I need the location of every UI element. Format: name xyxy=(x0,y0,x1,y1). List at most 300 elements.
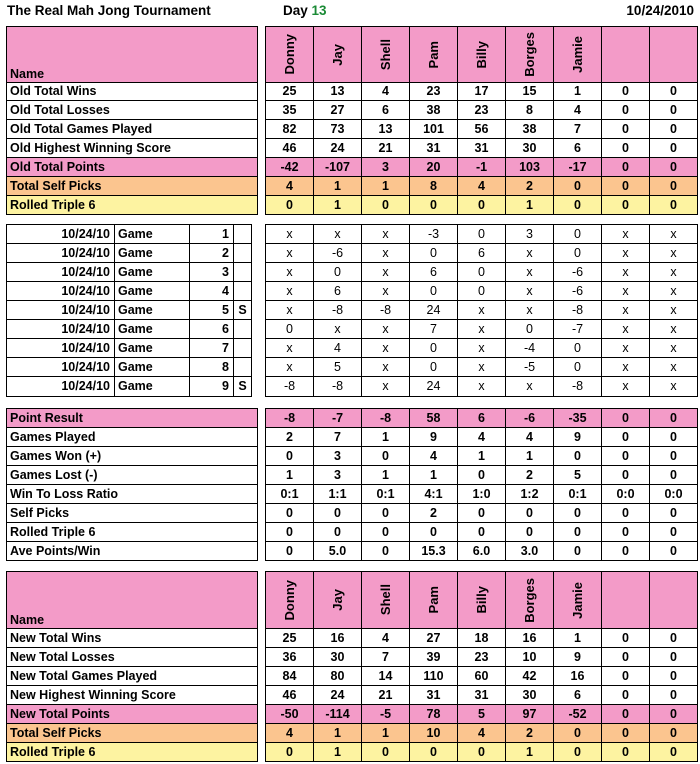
old-stat-value: 0 xyxy=(649,157,698,177)
new-stat-value: 10 xyxy=(505,647,554,667)
game-score: -6 xyxy=(553,262,602,282)
old-stat-value: 8 xyxy=(409,176,458,196)
new-stat-value: 60 xyxy=(457,666,506,686)
game-score: 6 xyxy=(457,243,506,263)
new-stat-value: 0 xyxy=(601,742,650,762)
old-stat-value: 0 xyxy=(553,176,602,196)
new-stat-value: 6 xyxy=(553,685,602,705)
old-stat-value: 8 xyxy=(505,100,554,120)
result-stat-value: 0 xyxy=(313,522,362,542)
old-stat-value: 38 xyxy=(505,119,554,139)
game-score: x xyxy=(265,357,314,377)
game-date: 10/24/10 xyxy=(6,262,115,282)
game-date: 10/24/10 xyxy=(6,319,115,339)
result-stat-value: 0 xyxy=(265,446,314,466)
new-stat-label: New Total Losses xyxy=(6,647,258,667)
player-header-empty-7 xyxy=(601,571,650,629)
old-stat-value: 82 xyxy=(265,119,314,139)
old-stat-value: 30 xyxy=(505,138,554,158)
new-stat-value: 23 xyxy=(457,647,506,667)
name-header: Name xyxy=(6,26,258,83)
game-score: 0 xyxy=(553,224,602,244)
player-header-pam xyxy=(409,571,458,629)
game-score: 6 xyxy=(313,281,362,301)
game-score: x xyxy=(313,224,362,244)
old-stat-value: 21 xyxy=(361,138,410,158)
sheet-title: The Real Mah Jong Tournament xyxy=(7,3,211,18)
player-name: Shell xyxy=(378,38,393,71)
result-stat-value: 1 xyxy=(265,465,314,485)
game-label: Game xyxy=(114,376,190,397)
game-date: 10/24/10 xyxy=(6,281,115,301)
new-stat-value: -114 xyxy=(313,704,362,724)
result-stat-value: 0:1 xyxy=(361,484,410,504)
result-stat-value: 0 xyxy=(601,446,650,466)
player-header-empty-8 xyxy=(649,571,698,629)
result-stat-value: 2 xyxy=(505,465,554,485)
game-label: Game xyxy=(114,319,190,339)
new-stat-value: 39 xyxy=(409,647,458,667)
new-stat-value: 2 xyxy=(505,723,554,743)
new-stat-value: 24 xyxy=(313,685,362,705)
old-stat-value: 0 xyxy=(601,157,650,177)
new-stat-value: 0 xyxy=(457,742,506,762)
game-score: x xyxy=(649,338,698,358)
player-name: Donny xyxy=(282,579,297,621)
old-stat-value: 0 xyxy=(457,195,506,215)
new-stat-value: 18 xyxy=(457,628,506,648)
player-name: Pam xyxy=(426,586,441,614)
old-stat-value: 6 xyxy=(553,138,602,158)
game-score: 0 xyxy=(409,357,458,377)
new-stat-value: 42 xyxy=(505,666,554,686)
new-stat-value: 16 xyxy=(553,666,602,686)
result-stat-value: 0 xyxy=(553,503,602,523)
new-stat-value: 5 xyxy=(457,704,506,724)
game-score: -4 xyxy=(505,338,554,358)
game-score: 0 xyxy=(409,243,458,263)
game-score: -6 xyxy=(553,281,602,301)
new-stat-label: Rolled Triple 6 xyxy=(6,742,258,762)
player-name: Shell xyxy=(378,584,393,616)
old-stat-value: 0 xyxy=(601,176,650,196)
result-stat-value: 0 xyxy=(649,427,698,447)
self-pick-flag: S xyxy=(233,300,252,320)
game-label: Game xyxy=(114,243,190,263)
result-stat-value: 0 xyxy=(457,522,506,542)
new-stat-value: 0 xyxy=(553,742,602,762)
result-stat-label: Games Played xyxy=(6,427,258,447)
result-stat-value: 0 xyxy=(361,522,410,542)
result-stat-label: Ave Points/Win xyxy=(6,541,258,561)
game-score: x xyxy=(457,319,506,339)
old-stat-value: 0 xyxy=(649,82,698,101)
new-stat-value: 0 xyxy=(601,647,650,667)
old-stat-value: 0 xyxy=(601,100,650,120)
game-score: x xyxy=(361,262,410,282)
old-stat-value: 31 xyxy=(409,138,458,158)
result-stat-value: 9 xyxy=(409,427,458,447)
result-stat-value: 1 xyxy=(361,427,410,447)
player-header-billy xyxy=(457,26,506,83)
game-score: x xyxy=(601,300,650,320)
result-stat-value: 2 xyxy=(409,503,458,523)
game-score: x xyxy=(313,319,362,339)
old-stat-value: 35 xyxy=(265,100,314,120)
old-stat-value: 0 xyxy=(601,82,650,101)
game-date: 10/24/10 xyxy=(6,243,115,263)
result-stat-value: 0 xyxy=(601,408,650,428)
game-score: 0 xyxy=(409,281,458,301)
new-stat-value: 10 xyxy=(409,723,458,743)
old-stat-value: 4 xyxy=(265,176,314,196)
new-stat-label: New Total Games Played xyxy=(6,666,258,686)
game-number: 2 xyxy=(189,243,234,263)
game-score: 0 xyxy=(409,338,458,358)
old-stat-value: 15 xyxy=(505,82,554,101)
game-score: x xyxy=(361,243,410,263)
game-score: x xyxy=(649,281,698,301)
new-stat-value: 0 xyxy=(265,742,314,762)
game-score: x xyxy=(361,376,410,397)
old-stat-value: 101 xyxy=(409,119,458,139)
old-stat-value: -107 xyxy=(313,157,362,177)
old-stat-label: Rolled Triple 6 xyxy=(6,195,258,215)
result-stat-value: 1 xyxy=(361,465,410,485)
new-stat-value: 1 xyxy=(313,742,362,762)
result-stat-value: 0 xyxy=(601,465,650,485)
old-stat-label: Old Total Games Played xyxy=(6,119,258,139)
day-label: Day xyxy=(283,3,308,18)
game-score: -8 xyxy=(313,376,362,397)
result-stat-value: 0 xyxy=(601,522,650,542)
old-stat-value: 0 xyxy=(265,195,314,215)
new-stat-value: 97 xyxy=(505,704,554,724)
game-score: -8 xyxy=(553,300,602,320)
game-score: 0 xyxy=(505,319,554,339)
old-stat-value: 27 xyxy=(313,100,362,120)
old-stat-value: 7 xyxy=(553,119,602,139)
result-stat-value: 1:0 xyxy=(457,484,506,504)
new-stat-value: 4 xyxy=(265,723,314,743)
new-stat-value: 9 xyxy=(553,647,602,667)
result-stat-value: 0 xyxy=(361,446,410,466)
new-stat-value: 0 xyxy=(553,723,602,743)
game-score: x xyxy=(265,338,314,358)
player-header-shell xyxy=(361,26,410,83)
result-stat-value: 6 xyxy=(457,408,506,428)
player-name: Billy xyxy=(474,586,489,614)
game-number: 9 xyxy=(189,376,234,397)
game-score: x xyxy=(361,319,410,339)
game-score: 0 xyxy=(457,224,506,244)
player-name: Donny xyxy=(282,34,297,75)
result-stat-value: 0 xyxy=(601,541,650,561)
player-header-donny xyxy=(265,26,314,83)
new-stat-value: 16 xyxy=(505,628,554,648)
game-score: x xyxy=(505,300,554,320)
game-score: -5 xyxy=(505,357,554,377)
old-stat-value: 1 xyxy=(313,176,362,196)
result-stat-label: Self Picks xyxy=(6,503,258,523)
game-date: 10/24/10 xyxy=(6,357,115,377)
player-header-empty-8 xyxy=(649,26,698,83)
game-score: -3 xyxy=(409,224,458,244)
game-score: x xyxy=(265,224,314,244)
old-stat-value: 73 xyxy=(313,119,362,139)
result-stat-value: 0:0 xyxy=(649,484,698,504)
game-score: x xyxy=(601,376,650,397)
result-stat-value: 1 xyxy=(409,465,458,485)
old-stat-value: 31 xyxy=(457,138,506,158)
new-stat-label: New Highest Winning Score xyxy=(6,685,258,705)
game-score: x xyxy=(649,319,698,339)
old-stat-label: Old Total Wins xyxy=(6,82,258,101)
old-stat-label: Old Total Losses xyxy=(6,100,258,120)
game-score: -8 xyxy=(265,376,314,397)
game-number: 7 xyxy=(189,338,234,358)
game-score: x xyxy=(505,281,554,301)
result-stat-value: 4:1 xyxy=(409,484,458,504)
new-stat-value: -52 xyxy=(553,704,602,724)
old-stat-value: 1 xyxy=(553,82,602,101)
result-stat-value: 0 xyxy=(649,522,698,542)
player-header-jay xyxy=(313,571,362,629)
name-header: Name xyxy=(6,571,258,629)
self-pick-flag xyxy=(233,243,252,263)
old-stat-value: 0 xyxy=(601,119,650,139)
new-stat-value: 0 xyxy=(409,742,458,762)
result-stat-value: 0 xyxy=(649,408,698,428)
result-stat-value: 5 xyxy=(553,465,602,485)
new-stat-value: 0 xyxy=(649,685,698,705)
game-score: x xyxy=(457,376,506,397)
game-score: x xyxy=(649,224,698,244)
result-stat-label: Rolled Triple 6 xyxy=(6,522,258,542)
game-number: 1 xyxy=(189,224,234,244)
old-stat-value: 23 xyxy=(409,82,458,101)
old-stat-value: 0 xyxy=(601,195,650,215)
old-stat-value: 2 xyxy=(505,176,554,196)
day-number: 13 xyxy=(311,3,327,18)
old-stat-value: 0 xyxy=(649,119,698,139)
result-stat-value: 0 xyxy=(265,541,314,561)
result-stat-value: 0 xyxy=(553,522,602,542)
player-header-borges xyxy=(505,26,554,83)
new-stat-value: 27 xyxy=(409,628,458,648)
game-score: 0 xyxy=(265,319,314,339)
old-stat-value: 17 xyxy=(457,82,506,101)
result-stat-value: 0:0 xyxy=(601,484,650,504)
result-stat-value: 0 xyxy=(649,465,698,485)
player-header-donny xyxy=(265,571,314,629)
player-header-pam xyxy=(409,26,458,83)
game-score: 0 xyxy=(553,243,602,263)
new-stat-value: 0 xyxy=(601,704,650,724)
new-stat-value: 0 xyxy=(649,666,698,686)
new-stat-value: 110 xyxy=(409,666,458,686)
result-stat-label: Point Result xyxy=(6,408,258,428)
self-pick-flag xyxy=(233,262,252,282)
new-stat-value: 0 xyxy=(649,647,698,667)
game-score: 5 xyxy=(313,357,362,377)
result-stat-value: 0:1 xyxy=(553,484,602,504)
result-stat-value: 5.0 xyxy=(313,541,362,561)
game-date: 10/24/10 xyxy=(6,376,115,397)
player-header-jamie xyxy=(553,571,602,629)
result-stat-value: -35 xyxy=(553,408,602,428)
player-header-empty-7 xyxy=(601,26,650,83)
result-stat-value: 1 xyxy=(457,446,506,466)
game-score: x xyxy=(601,357,650,377)
new-stat-value: 84 xyxy=(265,666,314,686)
new-stat-value: 14 xyxy=(361,666,410,686)
old-stat-value: 0 xyxy=(649,195,698,215)
result-stat-value: 0 xyxy=(457,503,506,523)
new-stat-value: 0 xyxy=(601,723,650,743)
result-stat-value: 0 xyxy=(409,522,458,542)
game-score: x xyxy=(265,262,314,282)
result-stat-value: 7 xyxy=(313,427,362,447)
game-score: x xyxy=(457,357,506,377)
game-score: 0 xyxy=(457,262,506,282)
result-stat-label: Games Lost (-) xyxy=(6,465,258,485)
game-score: 24 xyxy=(409,376,458,397)
new-stat-value: 1 xyxy=(361,723,410,743)
game-score: x xyxy=(649,262,698,282)
result-stat-value: 0 xyxy=(265,522,314,542)
old-stat-value: -42 xyxy=(265,157,314,177)
new-stat-value: 31 xyxy=(457,685,506,705)
old-stat-value: 0 xyxy=(553,195,602,215)
player-name: Borges xyxy=(522,577,537,623)
new-stat-value: 16 xyxy=(313,628,362,648)
game-score: x xyxy=(649,376,698,397)
game-number: 5 xyxy=(189,300,234,320)
game-date: 10/24/10 xyxy=(6,224,115,244)
old-stat-value: 4 xyxy=(361,82,410,101)
new-stat-label: New Total Points xyxy=(6,704,258,724)
result-stat-value: 0 xyxy=(553,541,602,561)
new-stat-value: -50 xyxy=(265,704,314,724)
result-stat-value: 3 xyxy=(313,446,362,466)
player-header-shell xyxy=(361,571,410,629)
game-score: x xyxy=(601,243,650,263)
old-stat-value: 0 xyxy=(649,138,698,158)
old-stat-value: 24 xyxy=(313,138,362,158)
game-date: 10/24/10 xyxy=(6,300,115,320)
game-label: Game xyxy=(114,357,190,377)
game-score: 7 xyxy=(409,319,458,339)
old-stat-value: 25 xyxy=(265,82,314,101)
game-label: Game xyxy=(114,281,190,301)
game-score: 0 xyxy=(553,338,602,358)
game-score: 4 xyxy=(313,338,362,358)
new-stat-value: 30 xyxy=(313,647,362,667)
game-score: x xyxy=(265,281,314,301)
game-number: 4 xyxy=(189,281,234,301)
player-name: Jamie xyxy=(570,581,585,619)
new-stat-value: 0 xyxy=(649,723,698,743)
player-name: Pam xyxy=(426,40,441,69)
new-stat-value: 7 xyxy=(361,647,410,667)
result-stat-value: 1 xyxy=(505,446,554,466)
old-stat-value: 0 xyxy=(409,195,458,215)
old-stat-value: 23 xyxy=(457,100,506,120)
result-stat-value: 15.3 xyxy=(409,541,458,561)
new-stat-value: 46 xyxy=(265,685,314,705)
new-stat-value: 31 xyxy=(409,685,458,705)
player-name: Jay xyxy=(330,589,345,611)
game-number: 3 xyxy=(189,262,234,282)
old-stat-value: 46 xyxy=(265,138,314,158)
result-stat-value: -8 xyxy=(265,408,314,428)
player-header-borges xyxy=(505,571,554,629)
day-indicator xyxy=(283,2,327,20)
old-stat-value: 0 xyxy=(649,176,698,196)
result-stat-value: -8 xyxy=(361,408,410,428)
result-stat-value: 0:1 xyxy=(265,484,314,504)
old-stat-value: 0 xyxy=(361,195,410,215)
game-score: 3 xyxy=(505,224,554,244)
new-stat-value: 1 xyxy=(553,628,602,648)
game-score: x xyxy=(361,357,410,377)
result-stat-value: 0 xyxy=(457,465,506,485)
new-stat-value: -5 xyxy=(361,704,410,724)
result-stat-value: 4 xyxy=(505,427,554,447)
player-name: Borges xyxy=(522,32,537,77)
game-score: x xyxy=(601,224,650,244)
game-date: 10/24/10 xyxy=(6,338,115,358)
result-stat-value: 0 xyxy=(361,503,410,523)
player-header-jay xyxy=(313,26,362,83)
old-stat-value: 13 xyxy=(313,82,362,101)
new-stat-value: 0 xyxy=(601,666,650,686)
old-stat-value: 6 xyxy=(361,100,410,120)
game-score: x xyxy=(457,338,506,358)
game-score: -8 xyxy=(553,376,602,397)
game-score: 0 xyxy=(457,281,506,301)
old-stat-value: 13 xyxy=(361,119,410,139)
self-pick-flag xyxy=(233,224,252,244)
result-stat-value: -7 xyxy=(313,408,362,428)
player-header-jamie xyxy=(553,26,602,83)
game-score: 24 xyxy=(409,300,458,320)
new-stat-value: 21 xyxy=(361,685,410,705)
game-score: 0 xyxy=(553,357,602,377)
old-stat-value: 4 xyxy=(553,100,602,120)
result-stat-value: 0 xyxy=(505,522,554,542)
new-stat-value: 0 xyxy=(601,685,650,705)
game-score: -8 xyxy=(361,300,410,320)
game-score: x xyxy=(649,300,698,320)
game-score: x xyxy=(265,243,314,263)
game-score: x xyxy=(265,300,314,320)
old-stat-label: Old Highest Winning Score xyxy=(6,138,258,158)
sheet-date: 10/24/2010 xyxy=(626,3,694,18)
new-stat-value: 25 xyxy=(265,628,314,648)
old-stat-value: 1 xyxy=(361,176,410,196)
self-pick-flag xyxy=(233,357,252,377)
result-stat-value: 2 xyxy=(265,427,314,447)
old-stat-label: Old Total Points xyxy=(6,157,258,177)
game-score: x xyxy=(505,262,554,282)
old-stat-value: 38 xyxy=(409,100,458,120)
new-stat-value: 1 xyxy=(505,742,554,762)
player-header-billy xyxy=(457,571,506,629)
new-stat-value: 0 xyxy=(649,742,698,762)
result-stat-value: 0 xyxy=(601,503,650,523)
